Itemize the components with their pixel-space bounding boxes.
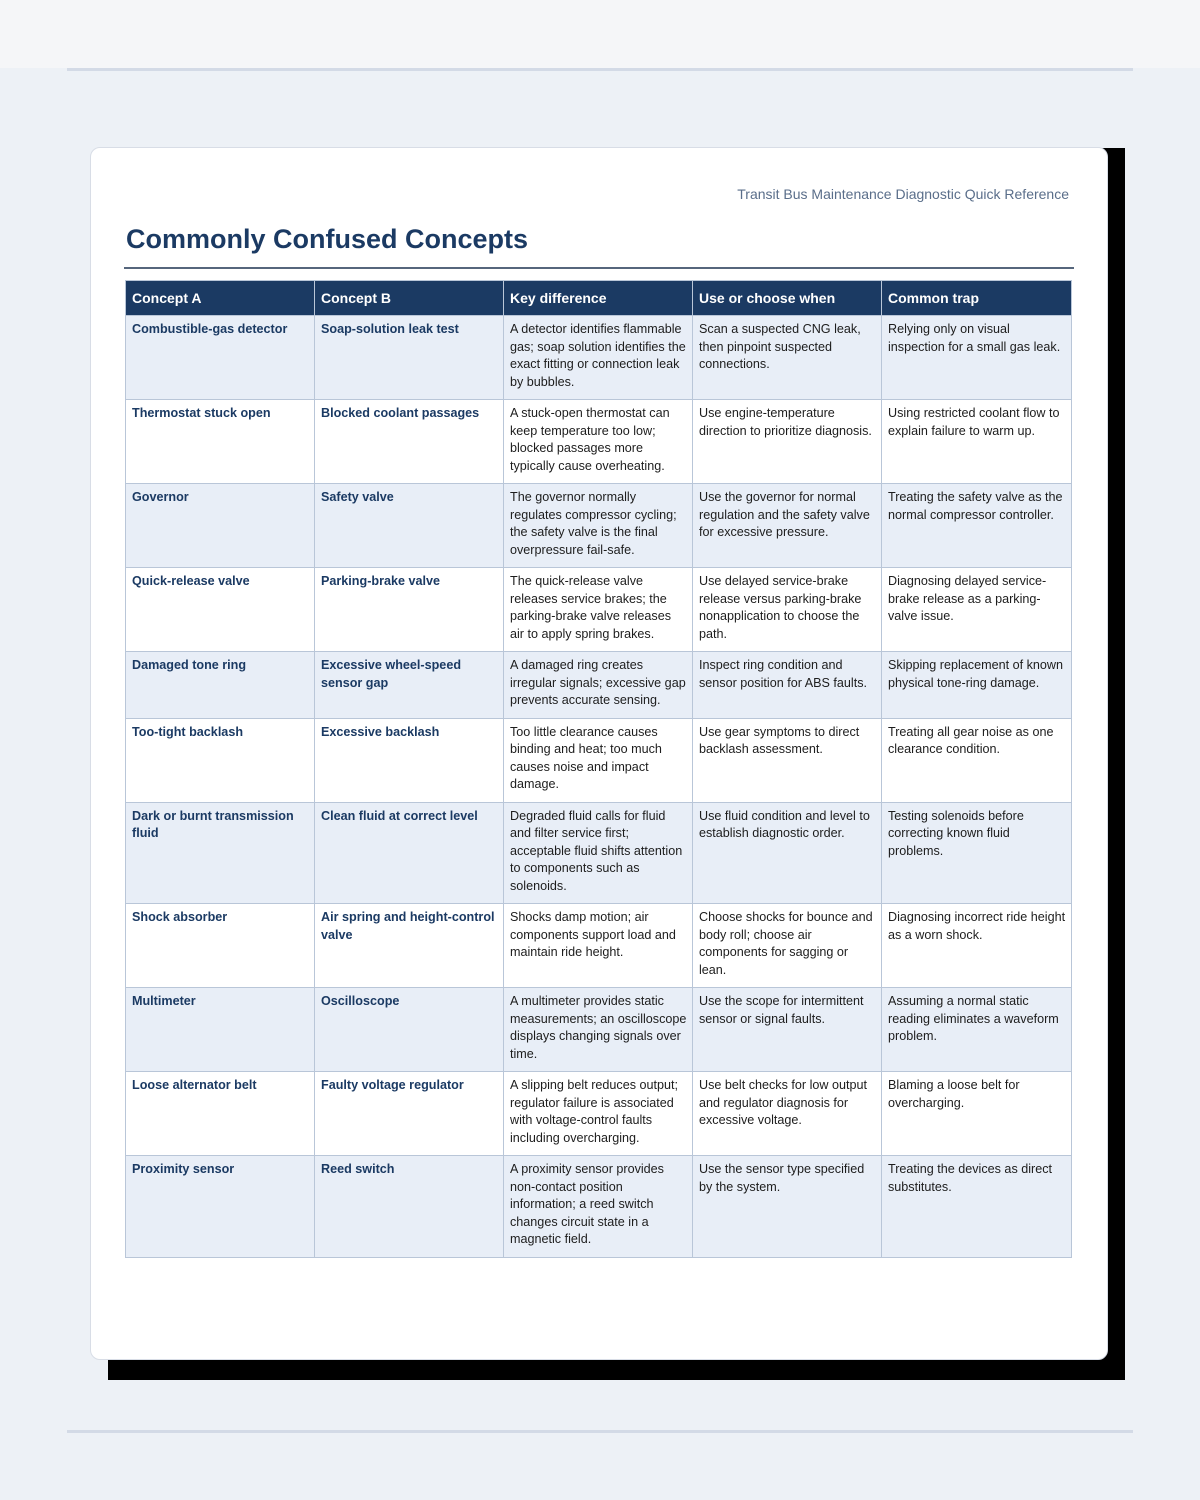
cell-use-when: Scan a suspected CNG leak, then pinpoint suspected connections. xyxy=(693,316,882,400)
cell-concept-a: Combustible-gas detector xyxy=(126,316,315,400)
cell-use-when: Use delayed service-brake release versus parking-brake nonapplication to choose the path. xyxy=(693,568,882,652)
cell-concept-a: Too-tight backlash xyxy=(126,718,315,802)
cell-common-trap: Skipping replacement of known physical tone-ring damage. xyxy=(882,652,1072,719)
table-row xyxy=(126,400,1072,484)
column-header-use-when: Use or choose when xyxy=(693,281,882,316)
cell-use-when: Use the scope for intermittent sensor or signal faults. xyxy=(693,988,882,1072)
cell-concept-a: Shock absorber xyxy=(126,904,315,988)
column-header-key-difference: Key difference xyxy=(504,281,693,316)
bottom-divider xyxy=(67,1430,1133,1433)
cell-common-trap: Treating the devices as direct substitutes. xyxy=(882,1156,1072,1258)
cell-common-trap: Relying only on visual inspection for a small gas leak. xyxy=(882,316,1072,400)
cell-key-difference: Shocks damp motion; air components support load and maintain ride height. xyxy=(504,904,693,988)
cell-concept-b: Reed switch xyxy=(315,1156,504,1258)
column-header-concept-a: Concept A xyxy=(126,281,315,316)
cell-use-when: Use the sensor type specified by the system. xyxy=(693,1156,882,1258)
table-row xyxy=(126,904,1072,988)
cell-key-difference: A multimeter provides static measurements; an oscilloscope displays changing signals over time. xyxy=(504,988,693,1072)
cell-use-when: Use the governor for normal regulation and the safety valve for excessive pressure. xyxy=(693,484,882,568)
cell-concept-b: Oscilloscope xyxy=(315,988,504,1072)
cell-key-difference: Degraded fluid calls for fluid and filter service first; acceptable fluid shifts attention to components such as solenoids. xyxy=(504,802,693,904)
running-header: Transit Bus Maintenance Diagnostic Quick Reference xyxy=(737,186,1069,202)
cell-concept-a: Governor xyxy=(126,484,315,568)
cell-concept-b: Faulty voltage regulator xyxy=(315,1072,504,1156)
cell-common-trap: Diagnosing incorrect ride height as a worn shock. xyxy=(882,904,1072,988)
cell-common-trap: Blaming a loose belt for overcharging. xyxy=(882,1072,1072,1156)
table-header-row xyxy=(126,281,1072,316)
table-row xyxy=(126,316,1072,400)
cell-key-difference: Too little clearance causes binding and heat; too much causes noise and impact damage. xyxy=(504,718,693,802)
cell-concept-a: Proximity sensor xyxy=(126,1156,315,1258)
cell-common-trap: Treating all gear noise as one clearance condition. xyxy=(882,718,1072,802)
table-row xyxy=(126,718,1072,802)
table-row xyxy=(126,988,1072,1072)
cell-key-difference: A stuck-open thermostat can keep temperature too low; blocked passages more typically cause overheating. xyxy=(504,400,693,484)
table-row xyxy=(126,652,1072,719)
document-page xyxy=(90,147,1108,1360)
cell-concept-a: Thermostat stuck open xyxy=(126,400,315,484)
cell-key-difference: The governor normally regulates compressor cycling; the safety valve is the final overpressure fail-safe. xyxy=(504,484,693,568)
table-row xyxy=(126,1072,1072,1156)
cell-concept-a: Multimeter xyxy=(126,988,315,1072)
cell-key-difference: The quick-release valve releases service brakes; the parking-brake valve releases air to apply spring brakes. xyxy=(504,568,693,652)
table-row xyxy=(126,1156,1072,1258)
cell-concept-b: Excessive backlash xyxy=(315,718,504,802)
cell-use-when: Choose shocks for bounce and body roll; choose air components for sagging or lean. xyxy=(693,904,882,988)
cell-concept-a: Loose alternator belt xyxy=(126,1072,315,1156)
cell-common-trap: Testing solenoids before correcting known fluid problems. xyxy=(882,802,1072,904)
cell-use-when: Use fluid condition and level to establish diagnostic order. xyxy=(693,802,882,904)
cell-common-trap: Diagnosing delayed service-brake release as a parking-valve issue. xyxy=(882,568,1072,652)
cell-concept-b: Parking-brake valve xyxy=(315,568,504,652)
cell-common-trap: Treating the safety valve as the normal compressor controller. xyxy=(882,484,1072,568)
table-row xyxy=(126,568,1072,652)
cell-concept-b: Blocked coolant passages xyxy=(315,400,504,484)
cell-concept-b: Safety valve xyxy=(315,484,504,568)
cell-common-trap: Using restricted coolant flow to explain failure to warm up. xyxy=(882,400,1072,484)
cell-use-when: Use belt checks for low output and regulator diagnosis for excessive voltage. xyxy=(693,1072,882,1156)
cell-concept-a: Quick-release valve xyxy=(126,568,315,652)
cell-concept-b: Soap-solution leak test xyxy=(315,316,504,400)
cell-use-when: Use gear symptoms to direct backlash assessment. xyxy=(693,718,882,802)
cell-key-difference: A damaged ring creates irregular signals; excessive gap prevents accurate sensing. xyxy=(504,652,693,719)
cell-key-difference: A detector identifies flammable gas; soap solution identifies the exact fitting or connection leak by bubbles. xyxy=(504,316,693,400)
top-divider xyxy=(67,68,1133,71)
top-band xyxy=(0,0,1200,68)
concepts-table xyxy=(125,280,1072,1258)
column-header-common-trap: Common trap xyxy=(882,281,1072,316)
cell-concept-a: Dark or burnt transmission fluid xyxy=(126,802,315,904)
column-header-concept-b: Concept B xyxy=(315,281,504,316)
table-row xyxy=(126,484,1072,568)
page-title: Commonly Confused Concepts xyxy=(126,224,529,254)
cell-concept-a: Damaged tone ring xyxy=(126,652,315,719)
cell-concept-b: Air spring and height-control valve xyxy=(315,904,504,988)
table-row xyxy=(126,802,1072,904)
cell-concept-b: Excessive wheel-speed sensor gap xyxy=(315,652,504,719)
cell-concept-b: Clean fluid at correct level xyxy=(315,802,504,904)
cell-use-when: Inspect ring condition and sensor position for ABS faults. xyxy=(693,652,882,719)
title-underline xyxy=(124,267,1074,269)
cell-key-difference: A slipping belt reduces output; regulator failure is associated with voltage-control faults including overcharging. xyxy=(504,1072,693,1156)
cell-use-when: Use engine-temperature direction to prioritize diagnosis. xyxy=(693,400,882,484)
cell-key-difference: A proximity sensor provides non-contact position information; a reed switch changes circuit state in a magnetic field. xyxy=(504,1156,693,1258)
cell-common-trap: Assuming a normal static reading eliminates a waveform problem. xyxy=(882,988,1072,1072)
